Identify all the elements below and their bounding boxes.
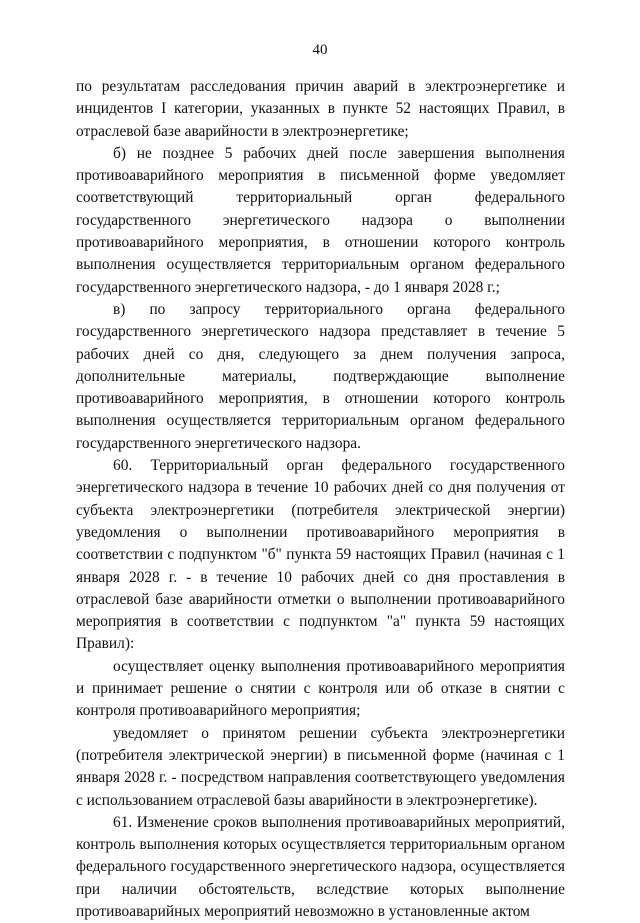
paragraph-continued: по результатам расследования причин аварий в электроэнергетике и инцидентов I категории, указанных в пункте 52 настоящих Правил, в отраслевой базе аварийности в электроэнергетике; bbox=[76, 78, 565, 140]
document-body bbox=[76, 76, 565, 923]
paragraph-59-b: б) не позднее 5 рабочих дней после завершения выполнения противоаварийного мероприятия в письменной форме уведомляет соответствующий территориальный орган федерального государственного энергетического надзора о выполнении противоаварийного мероприятия, в отношении которого контроль выполнения осуществляется территориальным органом федерального государственного энергетического надзора, - до 1 января 2028 г.; bbox=[76, 144, 565, 296]
page-number: 40 bbox=[312, 42, 328, 58]
paragraph-61: 61. Изменение сроков выполнения противоаварийных мероприятий, контроль выполнения которых осуществляется территориальным органом федерального государственного энергетического надзора, осуществляется при наличии обстоятельств, вследствие которых выполнение противоаварийных мероприятий невозможно в установленные актом bbox=[76, 813, 565, 920]
paragraph-60-assessment: осуществляет оценку выполнения противоаварийного мероприятия и принимает решение о снятии с контроля или об отказе в снятии с контроля противоаварийного мероприятия; bbox=[76, 657, 565, 720]
paragraph-60-notification: уведомляет о принятом решении субъекта электроэнергетики (потребителя электрической энергии) в письменной форме (начиная с 1 января 2028 г. - посредством направления соответствующего уведомления с использованием отраслевой базы аварийности в электроэнергетике). bbox=[76, 724, 565, 809]
paragraph-60: 60. Территориальный орган федерального государственного энергетического надзора в течение 10 рабочих дней со дня получения от субъекта электроэнергетики (потребителя электрической энергии) уведомления о выполнении противоаварийного мероприятия в соответствии с подпунктом "б" пункта 59 настоящих Правил (начиная с 1 января 2028 г. - в течение 10 рабочих дней со дня проставления в отраслевой базе аварийности отметки о выполнении противоаварийного мероприятия в соответствии с подпунктом "а" пункта 59 настоящих Правил): bbox=[76, 457, 565, 653]
paragraph-59-v: в) по запросу территориального органа федерального государственного энергетического надзора представляет в течение 5 рабочих дней со дня, следующего за днем получения запроса, дополнительные материалы, подтверждающие выполнение противоаварийного мероприятия, в отношении которого контроль выполнения осуществляется территориальным органом федерального государственного энергетического надзора. bbox=[76, 300, 565, 452]
